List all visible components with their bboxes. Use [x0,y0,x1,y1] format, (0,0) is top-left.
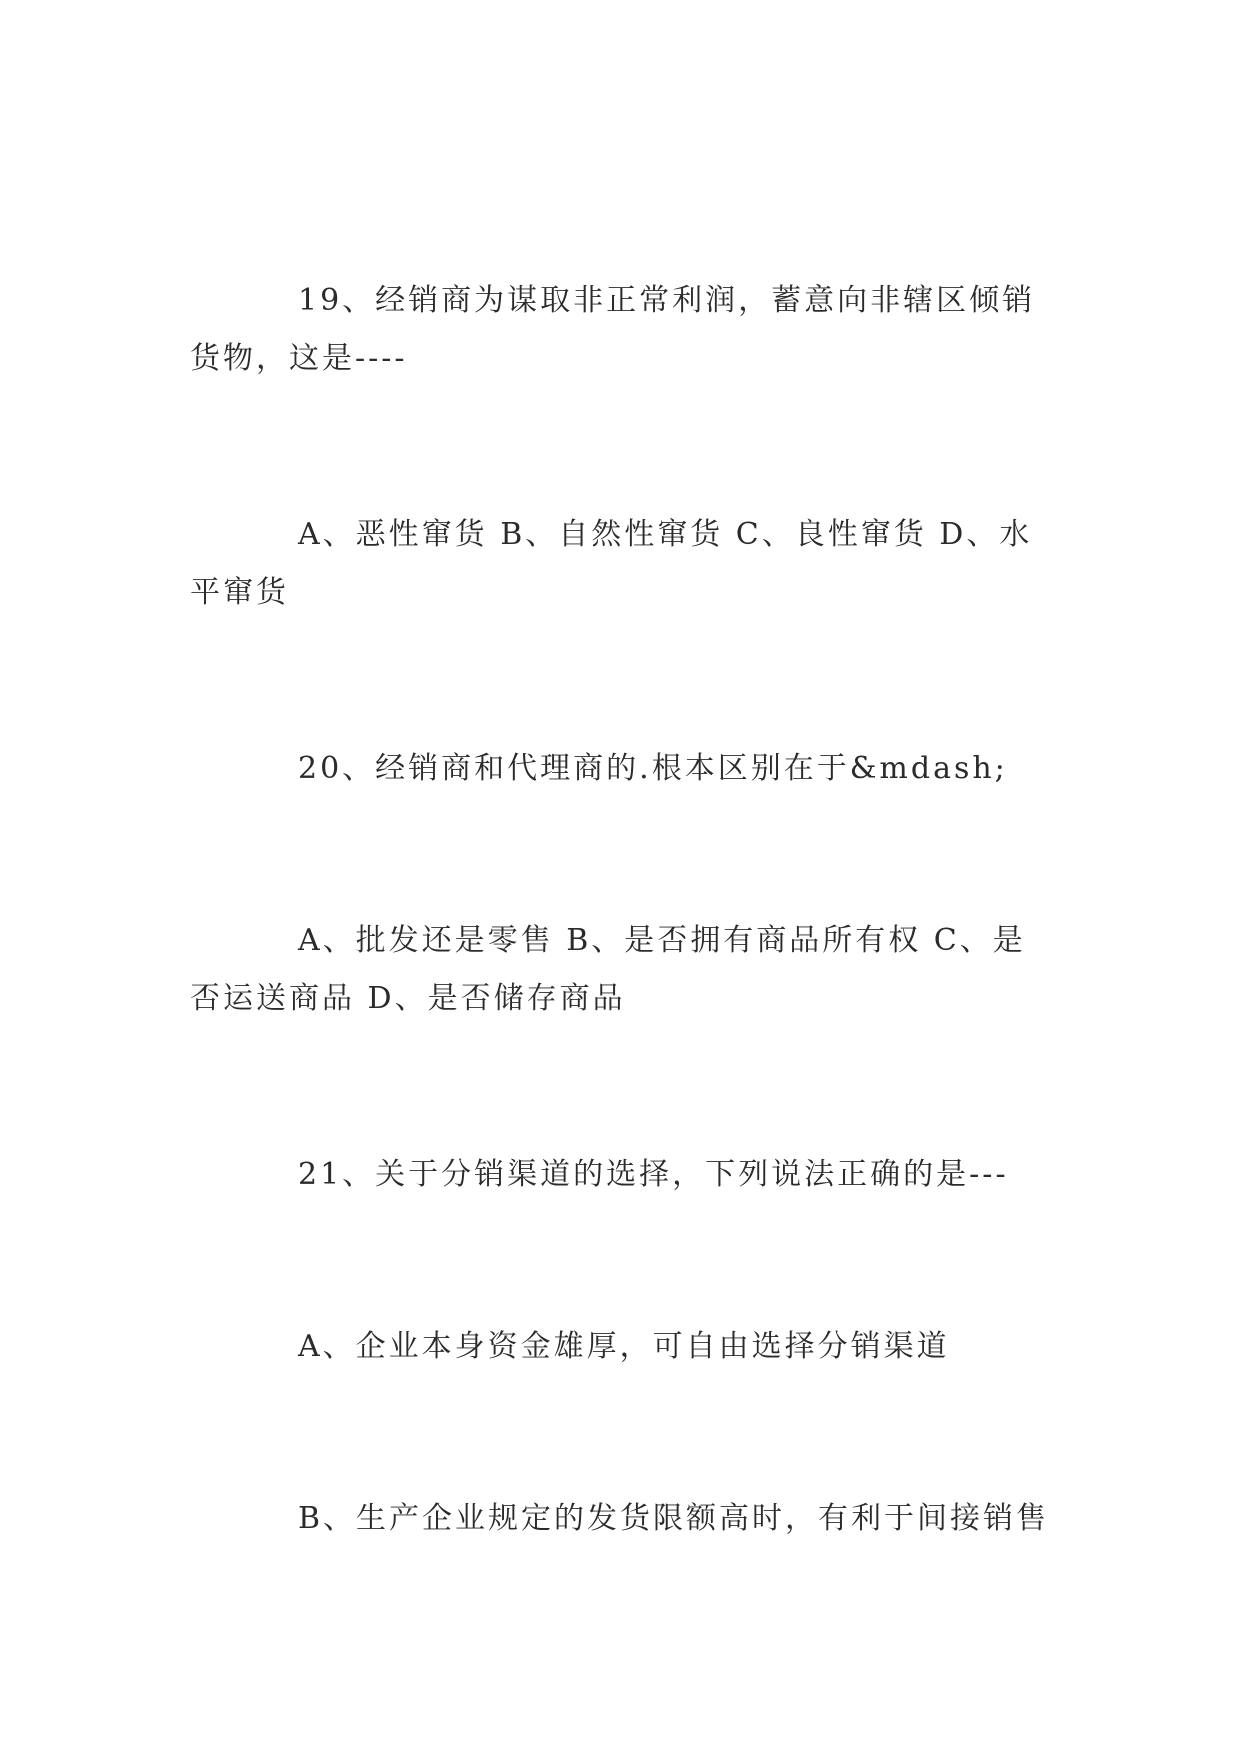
question-19: 19、经销商为谋取非正常利润，蓄意向非辖区倾销货物，这是---- [190,283,1036,376]
question-21-option-b: B、生产企业规定的发货限额高时，有利于间接销售 [298,1501,1050,1536]
question-21: 21、关于分销渠道的选择，下列说法正确的是--- [298,1157,1009,1192]
question-20: 20、经销商和代理商的.根本区别在于&mdash; [298,751,1008,786]
question-20-options: A、批发还是零售 B、是否拥有商品所有权 C、是否运送商品 D、是否储存商品 [190,923,1026,1016]
question-19-options: A、恶性窜货 B、自然性窜货 C、良性窜货 D、水平窜货 [190,517,1033,610]
question-21-option-a: A、企业本身资金雄厚，可自由选择分销渠道 [298,1329,950,1364]
